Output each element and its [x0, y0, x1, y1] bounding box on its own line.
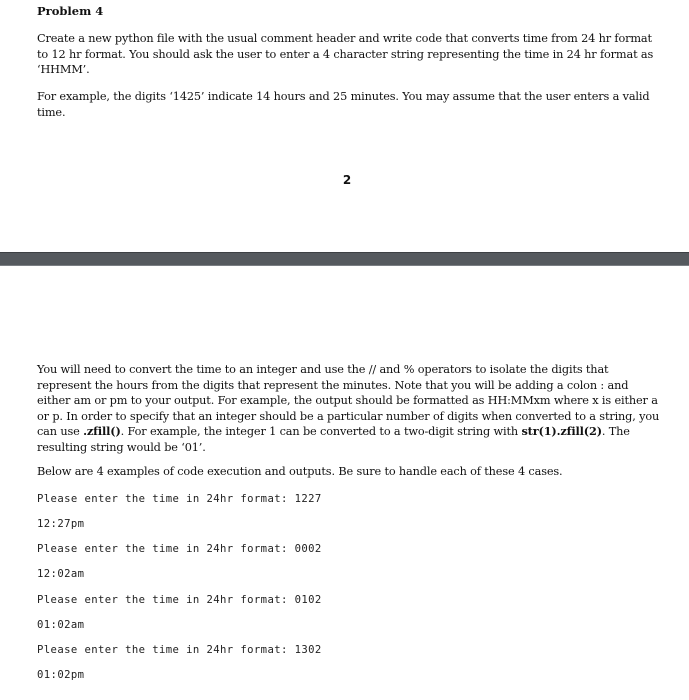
- example-1-output: 12:27pm: [37, 518, 85, 530]
- document-page-top: [0, 0, 689, 252]
- example-paragraph: For example, the digits ‘1425’ indicate 14 hours and 25 minutes. You may assume that the user enters a valid time.: [37, 90, 650, 119]
- hint-text-part2: . For example, the integer 1 can be converted to a two-digit string with: [120, 425, 522, 439]
- page-divider: [0, 252, 689, 266]
- hint-text-part1: You will need to convert the time to an integer and use the // and % operators to isolate the digits that represent the hours from the digits that represent the minutes. Note that you will be adding a colon : and either am or pm to your output. For example, the output should be formatted as HH:MMxm where x is either a or p. In order to specify that an integer should be a particular number of digits when converted to a string, you can use: [37, 363, 660, 439]
- example-4-output: 01:02pm: [37, 669, 85, 681]
- instructions-paragraph: Create a new python file with the usual comment header and write code that converts time from 24 hr format to 12 hr format. You should ask the user to enter a 4 character string representing the time in 24 hr format as ‘HHMM’.: [37, 32, 654, 77]
- example-4-prompt: Please enter the time in 24hr format: 1302: [37, 644, 322, 656]
- problem-title: Problem 4: [37, 4, 104, 18]
- conversion-hint-paragraph: [37, 362, 663, 456]
- example-3-prompt: Please enter the time in 24hr format: 0102: [37, 594, 322, 606]
- example-2-prompt: Please enter the time in 24hr format: 0002: [37, 543, 322, 555]
- example-3-output: 01:02am: [37, 619, 85, 631]
- example-1-prompt: Please enter the time in 24hr format: 1227: [37, 493, 322, 505]
- examples-intro-paragraph: Below are 4 examples of code execution and outputs. Be sure to handle each of these 4 cases.: [37, 465, 563, 478]
- page-number: 2: [342, 173, 352, 187]
- zfill-example-code: str(1).zfill(2): [521, 424, 602, 439]
- example-2-output: 12:02am: [37, 568, 85, 580]
- hint-text-part3: . The resulting string would be ‘01’.: [37, 425, 630, 454]
- document-page-bottom: [0, 266, 689, 700]
- zfill-method: .zfill(): [83, 424, 121, 439]
